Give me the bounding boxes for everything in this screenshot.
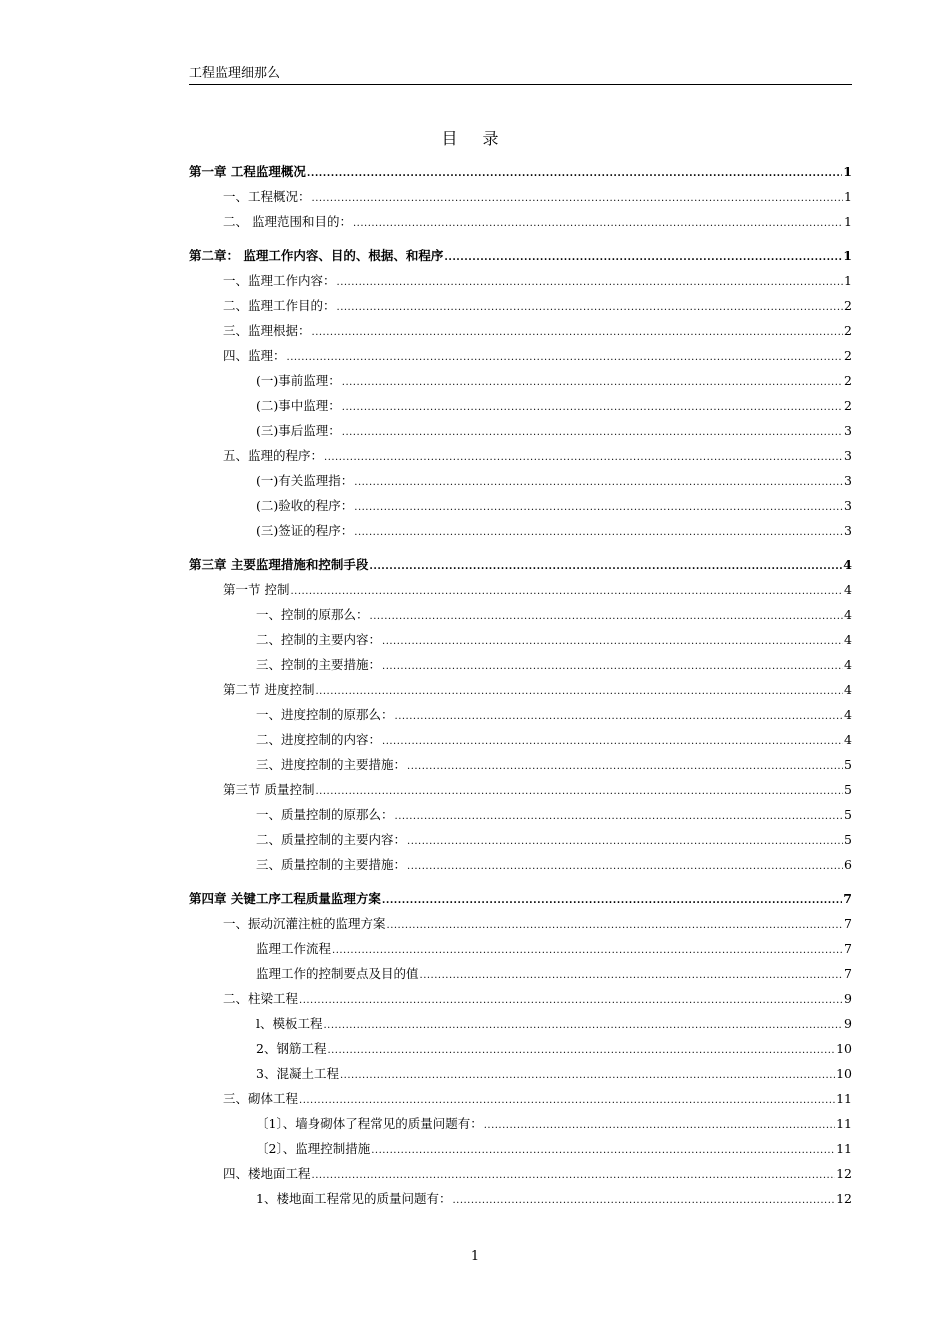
toc-entry-page: 2	[844, 373, 852, 388]
toc-entry[interactable]	[189, 888, 852, 910]
toc-entry-label: 二、监理工作目的：	[223, 298, 336, 313]
toc-entry-page: 2	[844, 323, 852, 338]
toc-entry-page: 4	[844, 707, 852, 722]
toc-entry[interactable]	[223, 679, 852, 701]
toc-entry[interactable]	[223, 211, 852, 233]
toc-entry-label: 一、进度控制的原那么：	[256, 707, 394, 722]
toc-entry-page: 1	[844, 189, 852, 204]
toc-entry-label: 监理工作的控制要点及目的值	[256, 966, 419, 981]
toc-entry[interactable]	[223, 270, 852, 292]
toc-entry-label: 第三章 主要监理措施和控制手段	[189, 557, 369, 572]
toc-entry-page: 3	[844, 473, 852, 488]
toc-leader-dots	[395, 806, 844, 828]
toc-entry[interactable]	[189, 554, 852, 576]
toc-leader-dots	[342, 397, 843, 419]
toc-leader-dots	[312, 188, 844, 210]
toc-entry-label: (一)事前监理：	[256, 373, 341, 388]
toc-entry-label: 三、监理根据：	[223, 323, 311, 338]
toc-entry-page: 2	[844, 348, 852, 363]
toc-leader-dots	[371, 1140, 835, 1162]
toc-entry[interactable]	[223, 320, 852, 342]
toc-entry-label: 第一节 控制	[223, 582, 290, 597]
toc-leader-dots	[354, 472, 843, 494]
toc-entry-label: 第四章 关键工序工程质量监理方案	[189, 891, 381, 906]
toc-entry-label: 2、钢筋工程	[256, 1041, 327, 1056]
toc-entry-page: 4	[844, 682, 852, 697]
toc-entry-page: 3	[844, 523, 852, 538]
toc-entry[interactable]	[256, 495, 852, 517]
toc-title: 目 录	[441, 129, 509, 148]
toc-entry-label: 一、监理工作内容：	[223, 273, 336, 288]
toc-entry[interactable]	[223, 445, 852, 467]
toc-entry-label: 五、监理的程序：	[223, 448, 324, 463]
toc-entry[interactable]	[256, 1188, 852, 1210]
toc-entry-page: 4	[844, 657, 852, 672]
toc-entry-label: 〔2〕、监理控制措施	[256, 1141, 371, 1156]
toc-leader-dots	[327, 1040, 835, 1062]
toc-entry[interactable]	[256, 1038, 852, 1060]
toc-entry[interactable]	[256, 854, 852, 876]
toc-entry[interactable]	[223, 579, 852, 601]
toc-entry[interactable]	[256, 470, 852, 492]
toc-entry-label: 监理工作流程	[256, 941, 332, 956]
toc-entry[interactable]	[256, 629, 852, 651]
toc-entry-page: 9	[844, 991, 852, 1006]
toc-entry-page: 10	[836, 1041, 852, 1056]
toc-leader-dots	[369, 556, 842, 578]
toc-entry[interactable]	[223, 779, 852, 801]
toc-leader-dots	[452, 1190, 835, 1212]
toc-entry-page: 11	[836, 1116, 852, 1131]
toc-entry[interactable]	[256, 370, 852, 392]
toc-entry-page: 11	[836, 1141, 852, 1156]
toc-entry[interactable]	[256, 654, 852, 676]
toc-entry-label: (三)签证的程序：	[256, 523, 354, 538]
toc-entry-page: 4	[844, 732, 852, 747]
toc-entry-label: 一、振动沉灌注桩的监理方案	[223, 916, 386, 931]
toc-entry[interactable]	[256, 963, 852, 985]
toc-entry-label: 第二节 进度控制	[223, 682, 315, 697]
toc-entry[interactable]	[223, 186, 852, 208]
toc-entry-page: 5	[844, 757, 852, 772]
toc-entry[interactable]	[223, 345, 852, 367]
toc-entry[interactable]	[223, 988, 852, 1010]
toc-entry[interactable]	[256, 1113, 852, 1135]
toc-leader-dots	[387, 915, 844, 937]
toc-entry-page: 3	[844, 448, 852, 463]
toc-entry[interactable]	[256, 395, 852, 417]
toc-entry-page: 4	[844, 582, 852, 597]
toc-entry[interactable]	[256, 420, 852, 442]
toc-entry-label: 三、砌体工程	[223, 1091, 299, 1106]
toc-entry[interactable]	[256, 804, 852, 826]
toc-entry-label: 三、控制的主要措施：	[256, 657, 382, 672]
toc-entry[interactable]	[256, 1013, 852, 1035]
toc-entry-label: 四、监理：	[223, 348, 286, 363]
toc-entry-label: 第三节 质量控制	[223, 782, 315, 797]
toc-leader-dots	[337, 272, 844, 294]
toc-entry-label: (二)事中监理：	[256, 398, 341, 413]
toc-leader-dots	[332, 940, 843, 962]
toc-entry[interactable]	[256, 729, 852, 751]
toc-entry[interactable]	[256, 604, 852, 626]
toc-leader-dots	[315, 681, 843, 703]
toc-entry-label: 3、混凝土工程	[256, 1066, 339, 1081]
toc-entry[interactable]	[256, 938, 852, 960]
toc-entry-page: 1	[843, 164, 852, 179]
toc-entry-label: 二、进度控制的内容：	[256, 732, 382, 747]
toc-entry-page: 1	[844, 273, 852, 288]
toc-leader-dots	[444, 247, 842, 269]
page-header	[189, 66, 852, 85]
toc-entry[interactable]	[256, 704, 852, 726]
page-number: 1	[470, 1249, 480, 1264]
toc-entry-label: 一、控制的原那么：	[256, 607, 369, 622]
toc-entry-page: 5	[844, 807, 852, 822]
toc-entry-page: 2	[844, 398, 852, 413]
header-text: 工程监理细那么	[189, 66, 281, 81]
toc-entry-page: 9	[844, 1016, 852, 1031]
toc-entry-label: 三、进度控制的主要措施：	[256, 757, 407, 772]
toc-entry[interactable]	[189, 245, 852, 267]
toc-entry-label: 三、质量控制的主要措施：	[256, 857, 407, 872]
toc-leader-dots	[370, 606, 844, 628]
toc-entry-page: 10	[836, 1066, 852, 1081]
toc-leader-dots	[354, 522, 843, 544]
toc-entry-label: l、模板工程	[256, 1016, 323, 1031]
toc-entry-page: 5	[844, 782, 852, 797]
toc-leader-dots	[299, 1090, 835, 1112]
toc-entry[interactable]	[223, 913, 852, 935]
toc-leader-dots	[342, 372, 843, 394]
toc-entry-label: (三)事后监理：	[256, 423, 341, 438]
toc-leader-dots	[290, 581, 843, 603]
toc-entry-page: 4	[844, 607, 852, 622]
toc-entry-page: 6	[844, 857, 852, 872]
toc-entry-page: 7	[844, 966, 852, 981]
toc-entry-page: 3	[844, 498, 852, 513]
toc-entry-page: 1	[843, 248, 852, 263]
toc-entry-page: 1	[844, 214, 852, 229]
toc-leader-dots	[382, 656, 843, 678]
toc-leader-dots	[324, 1015, 844, 1037]
toc-leader-dots	[299, 990, 843, 1012]
toc-entry-label: (二)验收的程序：	[256, 498, 354, 513]
toc-leader-dots	[382, 731, 843, 753]
toc-leader-dots	[312, 1165, 836, 1187]
toc-leader-dots	[484, 1115, 835, 1137]
toc-entry-page: 7	[844, 916, 852, 931]
toc-entry-page: 12	[836, 1191, 852, 1206]
toc-entry[interactable]	[189, 161, 852, 183]
toc-leader-dots	[407, 756, 843, 778]
toc-leader-dots	[315, 781, 843, 803]
toc-leader-dots	[342, 422, 843, 444]
toc-leader-dots	[407, 856, 843, 878]
toc-entry-label: 〔1〕、墙身砌体了程常见的质量问题有：	[256, 1116, 483, 1131]
toc-entry-label: 1、楼地面工程常见的质量问题有：	[256, 1191, 452, 1206]
toc-leader-dots	[407, 831, 843, 853]
toc-leader-dots	[420, 965, 844, 987]
toc-leader-dots	[337, 297, 844, 319]
toc-entry-page: 4	[844, 632, 852, 647]
toc-entry-label: 一、质量控制的原那么：	[256, 807, 394, 822]
toc-entry-label: 第二章： 监理工作内容、目的、根据、和程序	[189, 248, 444, 263]
toc-leader-dots	[353, 213, 843, 235]
toc-entry-label: 二、柱梁工程	[223, 991, 299, 1006]
toc-leader-dots	[287, 347, 844, 369]
toc-leader-dots	[340, 1065, 835, 1087]
toc-entry[interactable]	[256, 1063, 852, 1085]
toc-entry-page: 5	[844, 832, 852, 847]
toc-entry-page: 3	[844, 423, 852, 438]
toc-entry[interactable]	[256, 754, 852, 776]
toc-entry-page: 2	[844, 298, 852, 313]
toc-entry[interactable]	[223, 1163, 852, 1185]
toc-leader-dots	[312, 322, 844, 344]
toc-leader-dots	[307, 163, 842, 185]
toc-entry-label: 一、工程概况：	[223, 189, 311, 204]
toc-entry-label: 四、楼地面工程	[223, 1166, 311, 1181]
toc-leader-dots	[382, 631, 843, 653]
toc-leader-dots	[382, 890, 842, 912]
toc-entry-page: 12	[836, 1166, 852, 1181]
toc-entry-page: 7	[843, 891, 852, 906]
toc-entry-label: 第一章 工程监理概况	[189, 164, 306, 179]
toc-entry-label: (一)有关监理指：	[256, 473, 354, 488]
toc-leader-dots	[354, 497, 843, 519]
toc-entry-page: 4	[843, 557, 852, 572]
toc-leader-dots	[324, 447, 843, 469]
toc-entry-label: 二、质量控制的主要内容：	[256, 832, 407, 847]
toc-entry[interactable]	[223, 1088, 852, 1110]
toc-entry[interactable]	[223, 295, 852, 317]
toc-entry-page: 11	[836, 1091, 852, 1106]
toc-entry[interactable]	[256, 829, 852, 851]
toc-leader-dots	[395, 706, 844, 728]
toc-entry[interactable]	[256, 520, 852, 542]
toc-entry[interactable]	[256, 1138, 852, 1160]
toc-entry-page: 7	[844, 941, 852, 956]
toc-entry-label: 二、 监理范围和目的：	[223, 214, 352, 229]
toc-entry-label: 二、控制的主要内容：	[256, 632, 382, 647]
